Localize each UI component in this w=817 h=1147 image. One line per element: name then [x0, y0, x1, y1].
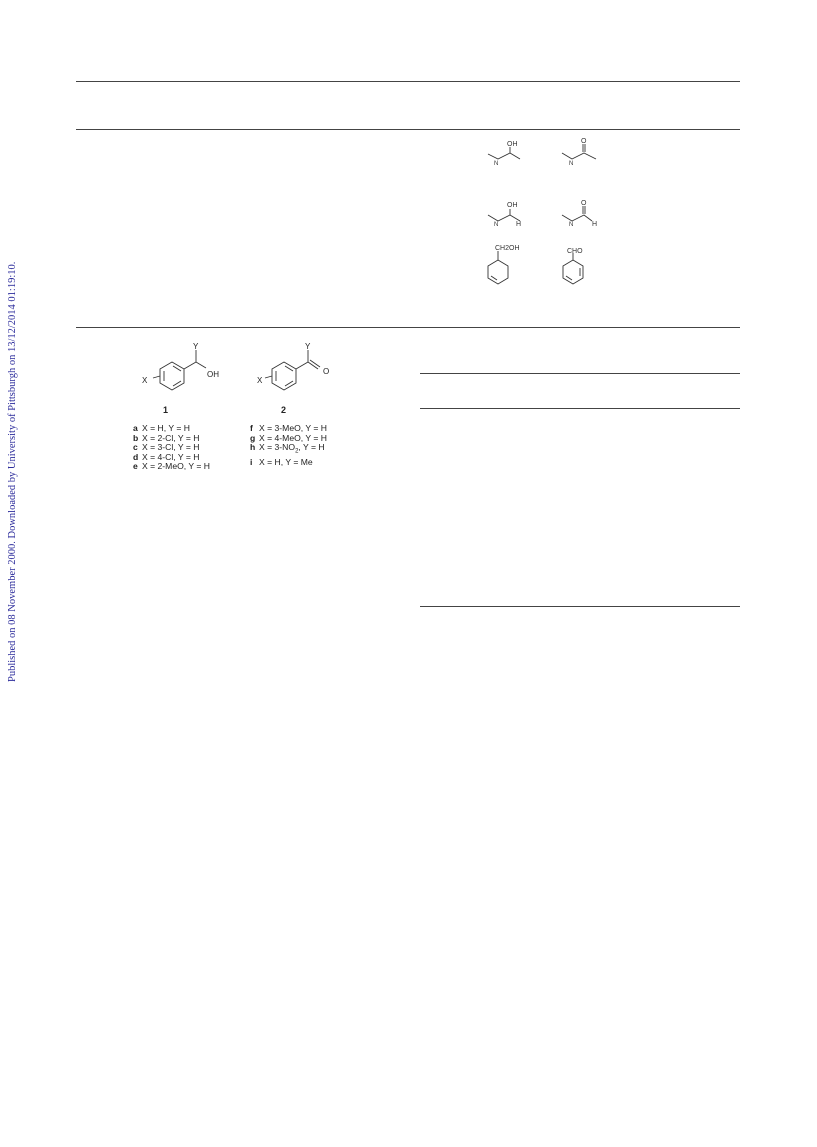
substituent-list-right [250, 424, 327, 467]
compound-1-y-label: Y [193, 342, 199, 351]
o-label-1: O [581, 138, 587, 145]
table2-header-rule [420, 408, 740, 409]
compound-2-y-label: Y [305, 342, 311, 351]
aldehyde-chain-2 [562, 215, 592, 221]
ch2oh-label: CH2OH [495, 245, 520, 252]
download-watermark [3, 0, 25, 700]
list-item: f X = 3-MeO, Y = H [250, 423, 327, 433]
list-item: e X = 2-MeO, Y = H [133, 461, 210, 472]
list-item: a X = H, Y = H [133, 423, 190, 433]
download-watermark-text: Published on 08 November 2000. Downloaded by University of Pittsburgh on 13/12/2014 01:19:10. [7, 261, 18, 682]
compound-1-number: 1 [163, 405, 169, 415]
h-label-2b: H [592, 221, 598, 228]
table-header-rule [76, 129, 740, 130]
alcohol-chain-1 [488, 153, 520, 159]
scheme-structures [470, 135, 620, 295]
list-item: b X = 2-Cl, Y = H [133, 432, 200, 443]
ketone-chain-1 [562, 153, 596, 159]
n-label-2b: N [569, 222, 574, 228]
table-top-rule [76, 81, 740, 82]
cho-label: CHO [567, 248, 583, 255]
compound-1-x-label: X [142, 376, 148, 385]
substituent-list-left [133, 424, 210, 472]
oh-label-2: OH [507, 202, 518, 209]
compound-2-structure [256, 340, 341, 400]
n-label-1: N [494, 161, 499, 167]
list-item: i X = H, Y = Me [250, 456, 313, 467]
compound-2-x-label: X [257, 376, 263, 385]
n-label-2: N [494, 222, 499, 228]
list-item: c X = 3-Cl, Y = H [133, 442, 200, 453]
compound-2-number: 2 [281, 405, 287, 415]
compound-1-oh-label: OH [207, 370, 219, 379]
table-bottom-rule [76, 327, 740, 328]
benzyl-alcohol-ring [488, 260, 508, 284]
list-item: g X = 4-MeO, Y = H [250, 432, 327, 443]
o-label-2: O [581, 200, 587, 207]
compound-1-structure [138, 340, 233, 400]
oh-label-1: OH [507, 141, 518, 148]
n-label-1b: N [569, 161, 574, 167]
table2-bottom-rule [420, 606, 740, 607]
compound-2-o-label: O [323, 367, 330, 376]
table2-top-rule [420, 373, 740, 374]
list-item: h $X = 3-NO_2$, Y = H [250, 442, 325, 455]
h-label-2: H [516, 221, 522, 228]
list-item: d X = 4-Cl, Y = H [133, 451, 200, 462]
